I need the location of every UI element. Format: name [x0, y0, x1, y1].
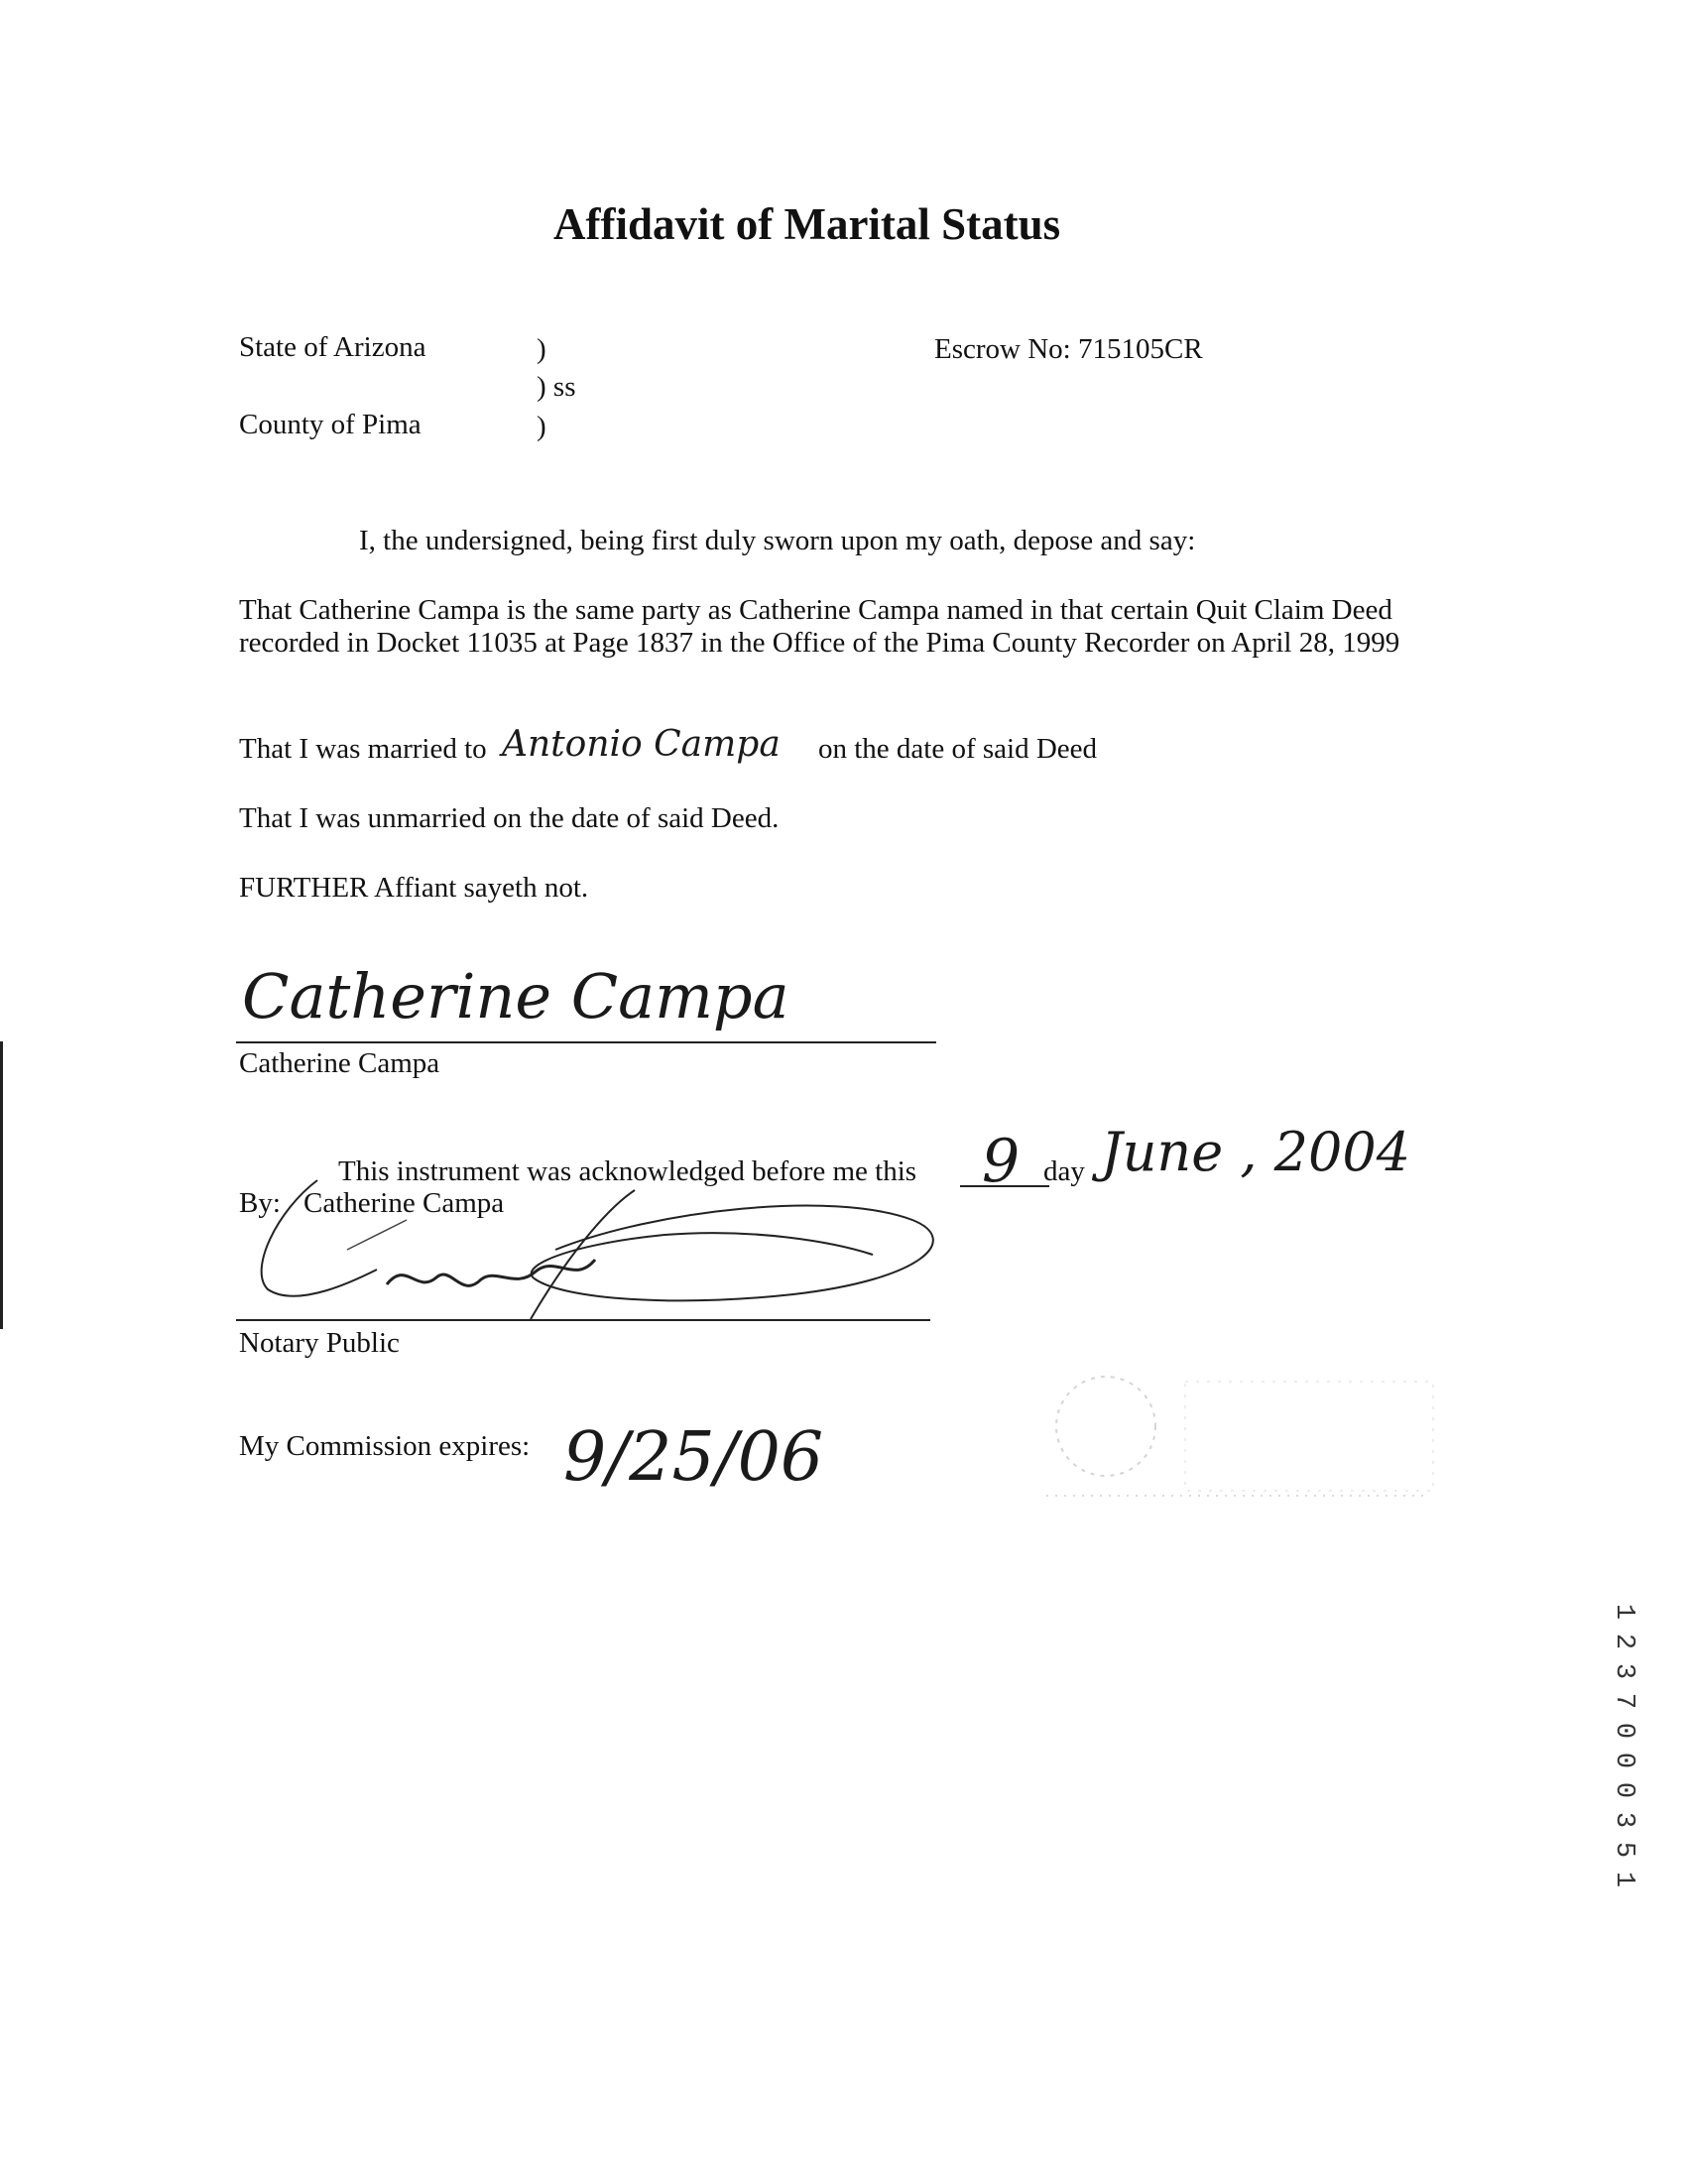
unmarried-statement: That I was unmarried on the date of said Deed.	[239, 802, 780, 834]
stamp-digit: 7	[1609, 1692, 1638, 1710]
commission-label: My Commission expires:	[239, 1430, 531, 1462]
stamp-digit: 3	[1609, 1811, 1638, 1829]
affiant-signature-line	[236, 1041, 936, 1043]
ack-day-label: day	[1043, 1155, 1085, 1187]
notary-signature	[238, 1151, 952, 1329]
venue-paren-ss: ) ss	[537, 371, 576, 403]
stamp-digit: 0	[1609, 1722, 1638, 1740]
stamp-digit: 1	[1609, 1603, 1638, 1621]
affiant-signature: Catherine Campa	[242, 960, 789, 1032]
venue-county: County of Pima	[239, 409, 422, 440]
commission-date-handwritten: 9/25/06	[563, 1418, 824, 1497]
further-statement: FURTHER Affiant sayeth not.	[239, 872, 589, 904]
affiant-printed-name: Catherine Campa	[239, 1047, 440, 1079]
stamp-digit: 0	[1609, 1752, 1638, 1769]
ack-day-line	[960, 1185, 1049, 1187]
stamp-digit: 0	[1609, 1781, 1638, 1799]
married-prefix: That I was married to	[239, 733, 487, 765]
scan-edge-mark	[0, 1041, 3, 1329]
married-suffix: on the date of said Deed	[818, 733, 1098, 765]
recording-number-stamp	[1609, 1597, 1638, 1894]
identity-statement: That Catherine Campa is the same party as Catherine Campa named in that certain Quit Claim Deed recorded in Docket 11035 at Page 1837 in the Office of the Pima County Recorder on April 28, 1999	[239, 594, 1400, 659]
notary-signature-line	[236, 1319, 930, 1321]
ack-month-year-handwritten: June , 2004	[1101, 1121, 1411, 1183]
stamp-digit: 3	[1609, 1662, 1638, 1680]
oath-statement: I, the undersigned, being first duly sworn upon my oath, depose and say:	[359, 525, 1196, 556]
escrow-number: Escrow No: 715105CR	[934, 333, 1203, 365]
venue-state: State of Arizona	[239, 331, 426, 363]
ack-by-name: Catherine Campa	[303, 1187, 505, 1219]
notary-seal	[1026, 1367, 1453, 1516]
notary-public-label: Notary Public	[239, 1327, 400, 1359]
stamp-digit: 2	[1609, 1633, 1638, 1650]
venue-paren-1: )	[537, 333, 546, 365]
spouse-handwritten: Antonio Campa	[502, 724, 781, 765]
stamp-digit: 1	[1609, 1871, 1638, 1888]
stamp-digit: 5	[1609, 1841, 1638, 1859]
ack-day-handwritten: 9	[982, 1127, 1021, 1196]
ack-by-label: By:	[239, 1187, 281, 1219]
venue-paren-3: )	[537, 411, 546, 442]
document-title: Affidavit of Marital Status	[553, 199, 1061, 249]
acknowledgment-text: This instrument was acknowledged before me this	[338, 1155, 917, 1187]
